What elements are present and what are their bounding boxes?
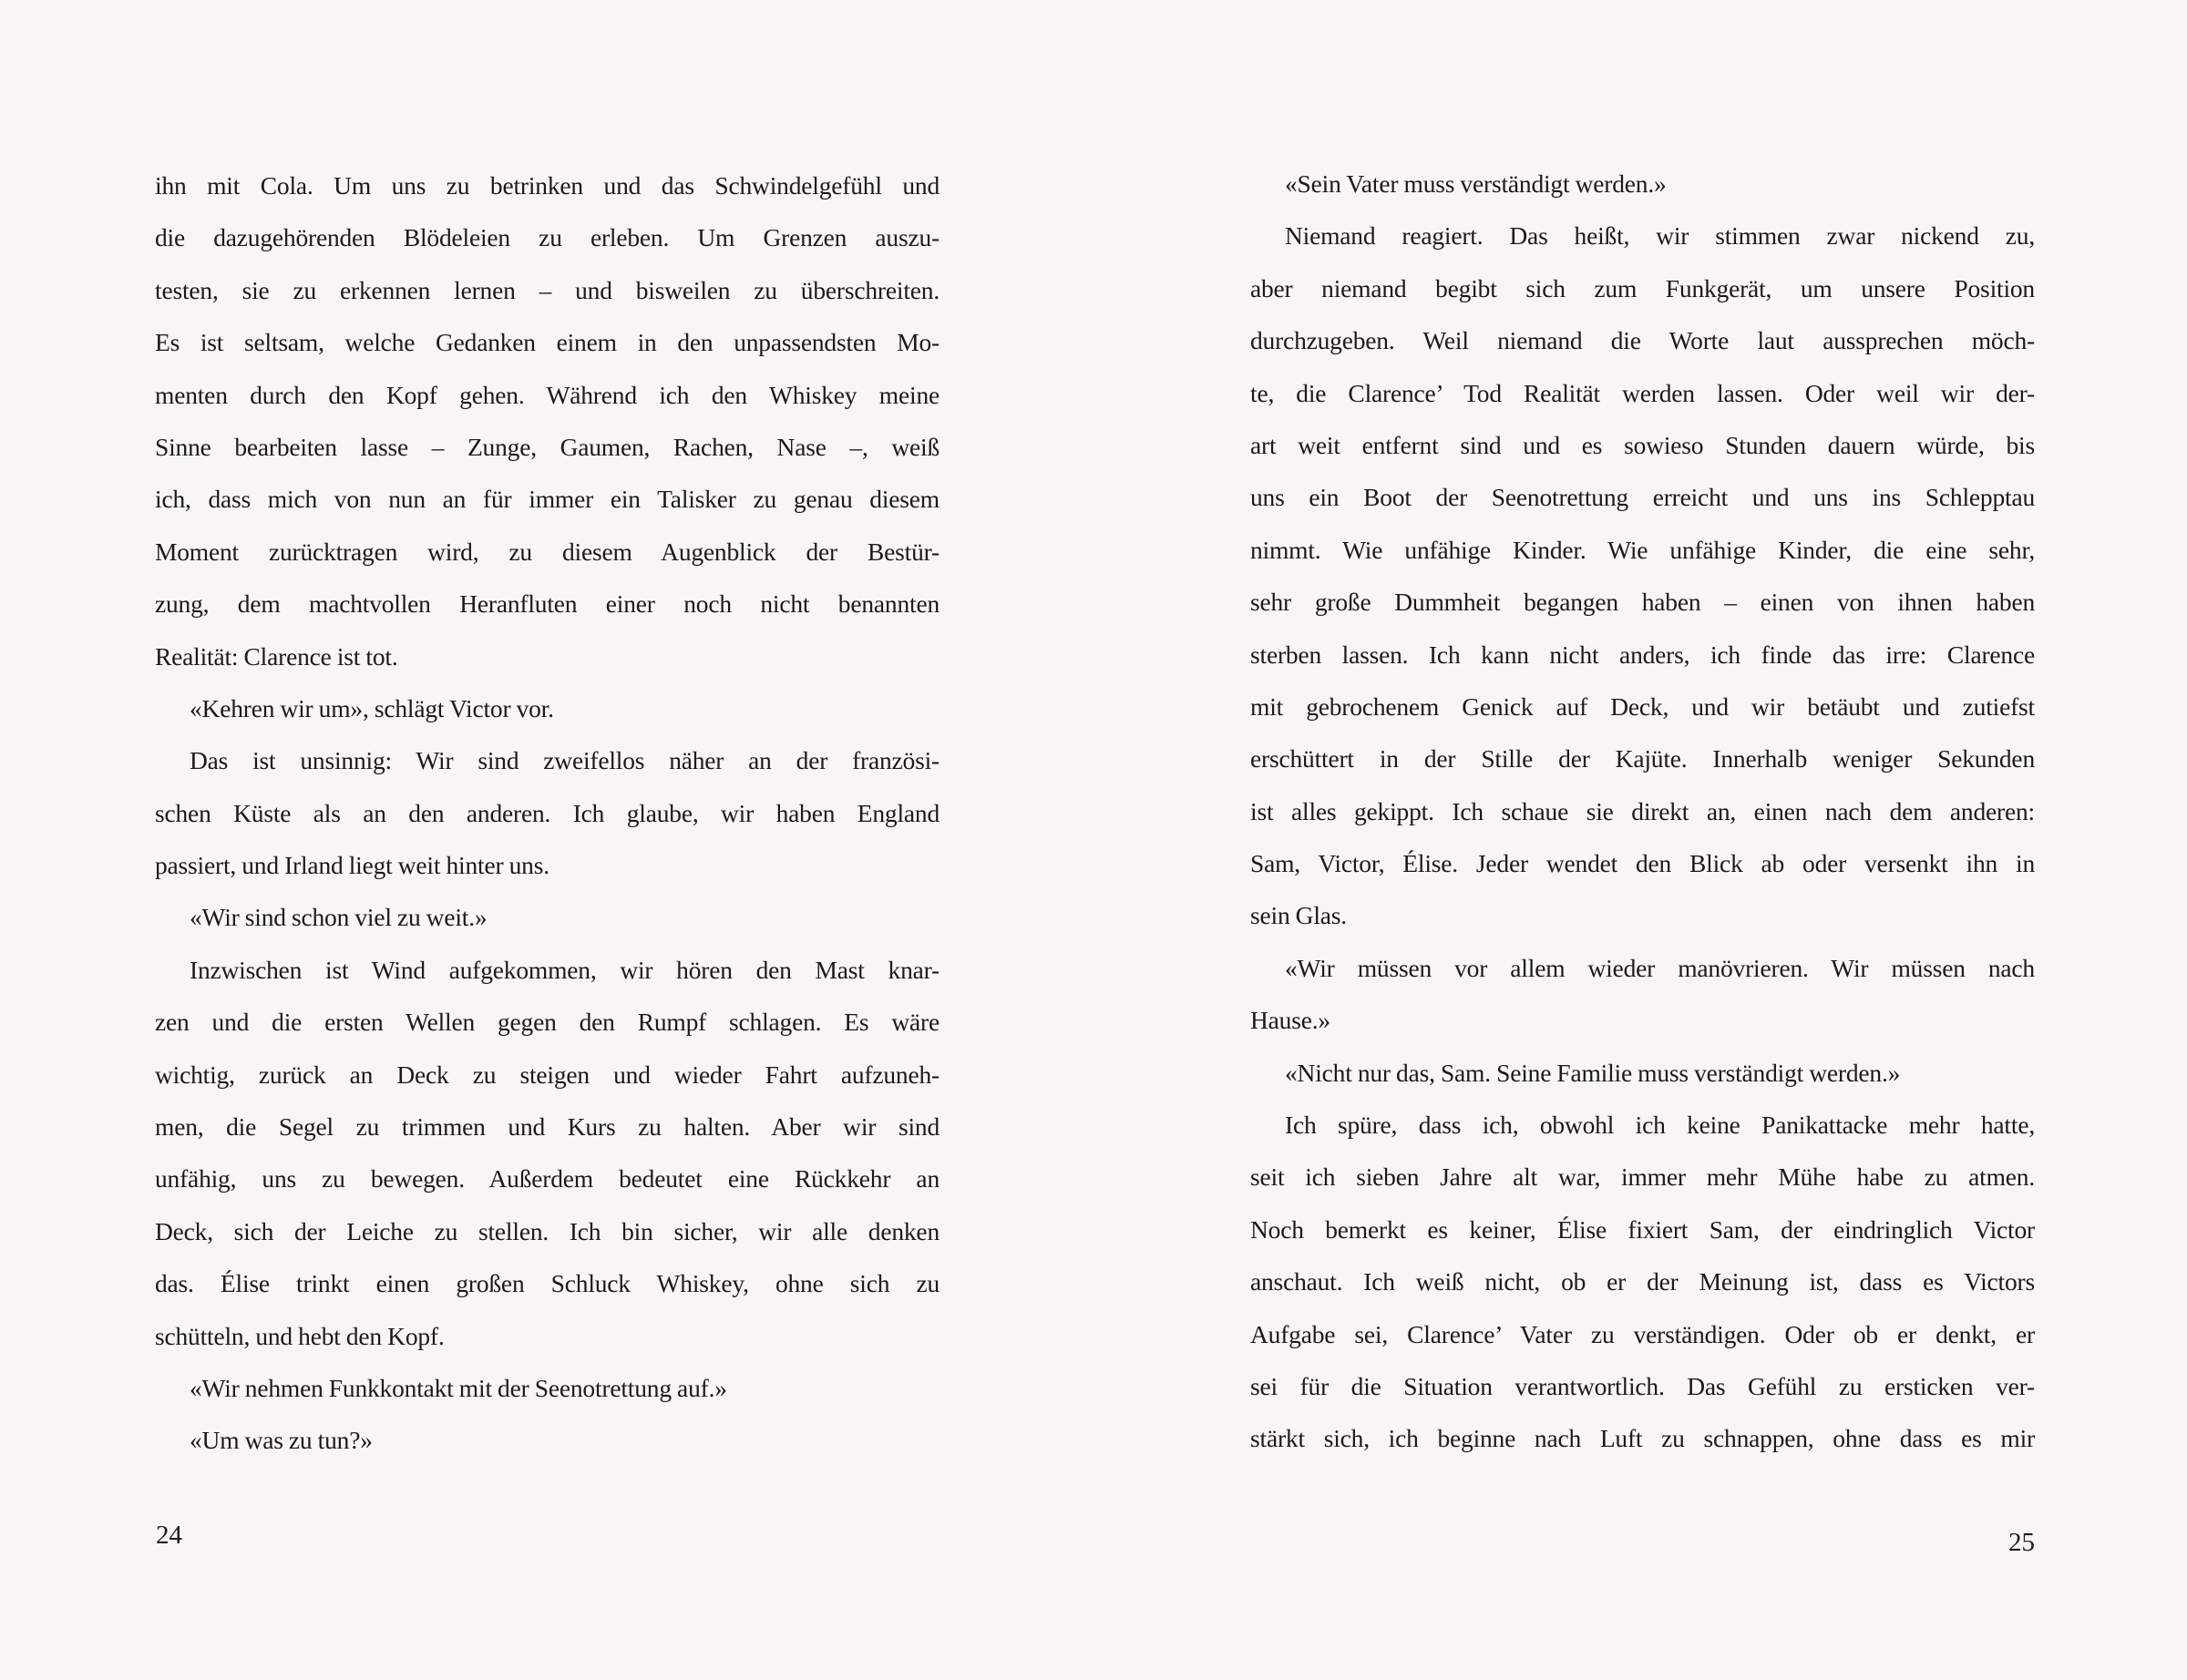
text-line: unfähig, uns zu bewegen. Außerdem bedeutet eine Rückkehr an (155, 1164, 939, 1193)
text-line: ich, dass mich von nun an für immer ein Talisker zu genau diesem (155, 485, 939, 514)
text-line: men, die Segel zu trimmen und Kurs zu halten. Aber wir sind (155, 1112, 939, 1142)
text-line: Aufgabe sei, Clarence’ Vater zu verständigen. Oder ob er denkt, er (1250, 1319, 2035, 1348)
text-line: Moment zurücktragen wird, zu diesem Augenblick der Bestür- (155, 537, 939, 566)
text-line: Es ist seltsam, welche Gedanken einem in den unpassendsten Mo- (155, 328, 939, 357)
text-line: Das ist unsinnig: Wir sind zweifellos näher an der französi- (190, 746, 939, 775)
text-line: Noch bemerkt es keiner, Élise fixiert Sam, der eindringlich Victor (1250, 1214, 2035, 1244)
text-line: zung, dem machtvollen Heranfluten einer noch nicht benannten (155, 589, 939, 619)
text-line: die dazugehörenden Blödeleien zu erleben. Um Grenzen auszu- (155, 223, 939, 252)
text-line: anschaut. Ich weiß nicht, ob er der Meinung ist, dass es Victors (1250, 1267, 2035, 1296)
text-line: seit ich sieben Jahre alt war, immer mehr Mühe habe zu atmen. (1250, 1163, 2035, 1192)
text-line: Ich spüre, dass ich, obwohl ich keine Panikattacke mehr hatte, (1285, 1111, 2035, 1140)
text-line: art weit entfernt sind und es sowieso Stunden dauern würde, bis (1250, 430, 2035, 459)
text-line: uns ein Boot der Seenotrettung erreicht und uns ins Schlepptau (1250, 483, 2035, 512)
text-line: menten durch den Kopf gehen. Während ich den Whiskey meine (155, 380, 939, 409)
text-line: das. Élise trinkt einen großen Schluck Whiskey, ohne sich zu (155, 1269, 939, 1298)
left-page-text-block (155, 159, 939, 1467)
text-line: Hause.» (1250, 1006, 1330, 1035)
text-line: «Wir sind schon viel zu weit.» (190, 903, 488, 932)
text-line: testen, sie zu erkennen lernen – und bisweilen zu überschreiten. (155, 275, 939, 304)
text-line: Inzwischen ist Wind aufgekommen, wir hören den Mast knar- (190, 955, 939, 984)
left-page-number: 24 (156, 1521, 182, 1550)
text-line: «Sein Vater muss verständigt werden.» (1285, 169, 1667, 198)
text-line: schen Küste als an den anderen. Ich glaube, wir haben England (155, 798, 939, 827)
text-line: Sam, Victor, Élise. Jeder wendet den Blick ab oder versenkt ihn in (1250, 849, 2035, 878)
text-line: sein Glas. (1250, 901, 1347, 930)
text-line: te, die Clarence’ Tod Realität werden lassen. Oder weil wir der- (1250, 378, 2035, 407)
text-line: ihn mit Cola. Um uns zu betrinken und das Schwindelgefühl und (155, 171, 939, 200)
text-line: Deck, sich der Leiche zu stellen. Ich bin sicher, wir alle denken (155, 1216, 939, 1245)
text-line: durchzugeben. Weil niemand die Worte laut aussprechen möch- (1250, 326, 2035, 355)
text-line: schütteln, und hebt den Kopf. (155, 1321, 445, 1350)
text-line: «Wir müssen vor allem wieder manövrieren. Wir müssen nach (1285, 953, 2035, 982)
right-page-number: 25 (2008, 1528, 2035, 1557)
text-line: Sinne bearbeiten lasse – Zunge, Gaumen, Rachen, Nase –, weiß (155, 432, 939, 461)
text-line: stärkt sich, ich beginne nach Luft zu schnappen, ohne dass es mir (1250, 1424, 2035, 1453)
text-line: sterben lassen. Ich kann nicht anders, ich finde das irre: Clarence (1250, 640, 2035, 669)
text-line: sei für die Situation verantwortlich. Das Gefühl zu ersticken ver- (1250, 1371, 2035, 1400)
text-line: «Um was zu tun?» (190, 1426, 373, 1455)
right-page-text-block (1250, 158, 2035, 1465)
text-line: wichtig, zurück an Deck zu steigen und wieder Fahrt aufzuneh- (155, 1060, 939, 1089)
text-line: erschüttert in der Stille der Kajüte. Innerhalb weniger Sekunden (1250, 744, 2035, 773)
text-line: «Wir nehmen Funkkontakt mit der Seenotrettung auf.» (190, 1373, 727, 1402)
text-line: ist alles gekippt. Ich schaue sie direkt an, einen nach dem anderen: (1250, 796, 2035, 825)
text-line: passiert, und Irland liegt weit hinter uns. (155, 851, 549, 880)
text-line: «Nicht nur das, Sam. Seine Familie muss verständigt werden.» (1285, 1058, 1901, 1087)
text-line: zen und die ersten Wellen gegen den Rumpf schlagen. Es wäre (155, 1008, 939, 1037)
text-line: Niemand reagiert. Das heißt, wir stimmen zwar nickend zu, (1285, 221, 2035, 251)
text-line: «Kehren wir um», schlägt Victor vor. (190, 693, 554, 722)
text-line: Realität: Clarence ist tot. (155, 641, 398, 671)
text-line: nimmt. Wie unfähige Kinder. Wie unfähige Kinder, die eine sehr, (1250, 535, 2035, 564)
text-line: sehr große Dummheit begangen haben – einen von ihnen haben (1250, 588, 2035, 617)
text-line: aber niemand begibt sich zum Funkgerät, um unsere Position (1250, 273, 2035, 302)
text-line: mit gebrochenem Genick auf Deck, und wir betäubt und zutiefst (1250, 691, 2035, 721)
